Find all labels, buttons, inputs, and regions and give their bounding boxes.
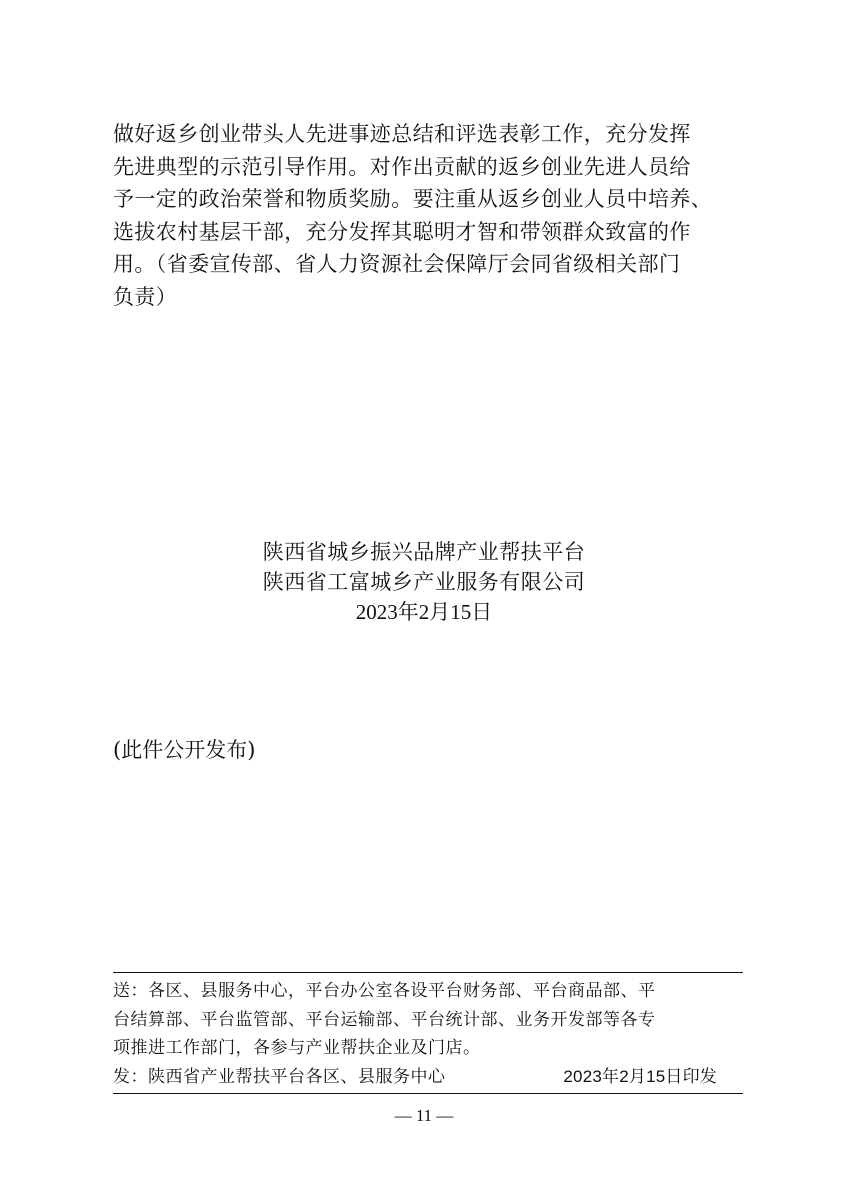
body-line: 负责） [113,284,178,309]
body-line: 先进典型的示范引导作用。对作出贡献的返乡创业先进人员给 [113,154,691,179]
body-line: 用。（省委宣传部、省人力资源社会保障厅会同省级相关部门 [113,252,681,277]
body-paragraph [113,118,743,314]
body-line: 予一定的政治荣誉和物质奖励。要注重从返乡创业人员中培养、 [113,187,713,212]
signature-org-2: 陕西省工富城乡产业服务有限公司 [262,570,586,594]
body-line: 选拔农村基层干部，充分发挥其聪明才智和带领群众致富的作 [113,219,691,244]
signature-org-1: 陕西省城乡振兴品牌产业帮扶平台 [262,540,586,564]
signature-block [0,537,848,627]
body-line: 做好返乡创业带头人先进事迹总结和评选表彰工作，充分发挥 [113,122,691,146]
bottom-rule [113,1093,743,1094]
send-line: 台结算部、平台监管部、平台运输部、平台统计部、业务开发部等各专 [113,1009,656,1030]
distribution-block [113,972,743,1094]
page-number: — 11 — [394,1106,454,1125]
send-line: 项推进工作部门，各参与产业帮扶企业及门店。 [113,1038,481,1058]
issue-row [113,1063,743,1093]
send-line: 送：各区、县服务中心，平台办公室各设平台财务部、平台商品部、平 [113,981,656,1001]
issuer: 发：陕西省产业帮扶平台各区、县服务中心 [113,1066,446,1087]
issue-date: 2023年2月15日印发 [563,1066,717,1086]
signature-date: 2023年2月15日 [355,600,493,624]
publish-note: (此件公开发布) [113,738,256,762]
send-to-list [113,973,743,1063]
